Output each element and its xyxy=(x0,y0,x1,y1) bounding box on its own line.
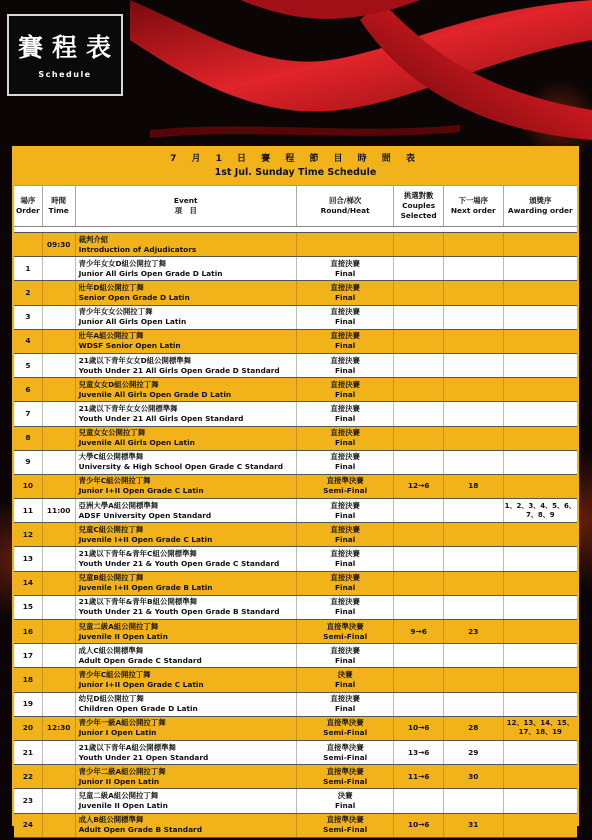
round-cell: 直接決賽 Final xyxy=(297,644,394,667)
event-cell: 兒童女女D組公開拉丁舞 Juvenile All Girls Open Grade D Latin xyxy=(76,378,297,401)
table-row xyxy=(14,451,577,475)
table-body xyxy=(14,233,577,838)
next-order-cell: 29 xyxy=(444,741,504,764)
event-cell: 青少年二級A組公開拉丁舞 Junior II Open Latin xyxy=(76,765,297,788)
round-cell: 直接決賽 Final xyxy=(297,451,394,474)
next-order-cell xyxy=(444,354,504,377)
round-cell: 直接決賽 Final xyxy=(297,402,394,425)
couples-cell: 10→6 xyxy=(394,717,444,740)
couples-cell xyxy=(394,378,444,401)
awarding-cell xyxy=(504,281,577,304)
round-cell: 決賽 Final xyxy=(297,668,394,691)
table-row xyxy=(14,330,577,354)
event-cell: 兒童C組公開拉丁舞 Juvenile I+II Open Grade C Latin xyxy=(76,523,297,546)
table-row xyxy=(14,402,577,426)
couples-cell xyxy=(394,523,444,546)
table-row xyxy=(14,354,577,378)
awarding-cell xyxy=(504,378,577,401)
awarding-cell xyxy=(504,789,577,812)
next-order-cell xyxy=(444,281,504,304)
couples-cell xyxy=(394,306,444,329)
awarding-cell xyxy=(504,475,577,498)
table-row xyxy=(14,378,577,402)
order-cell: 16 xyxy=(14,620,43,643)
event-cell: 青少年一級A組公開拉丁舞 Junior I Open Latin xyxy=(76,717,297,740)
order-cell: 8 xyxy=(14,427,43,450)
next-order-cell xyxy=(444,257,504,280)
next-order-cell xyxy=(444,378,504,401)
couples-cell xyxy=(394,499,444,522)
next-order-cell xyxy=(444,523,504,546)
time-cell: 11:00 xyxy=(43,499,76,522)
next-order-cell xyxy=(444,789,504,812)
next-order-cell xyxy=(444,233,504,256)
awarding-cell xyxy=(504,741,577,764)
round-cell: 直接決賽 Final xyxy=(297,523,394,546)
next-order-cell xyxy=(444,547,504,570)
awarding-cell xyxy=(504,547,577,570)
awarding-cell xyxy=(504,620,577,643)
table-row xyxy=(14,596,577,620)
time-cell xyxy=(43,354,76,377)
awarding-cell xyxy=(504,354,577,377)
awarding-cell xyxy=(504,330,577,353)
awarding-cell xyxy=(504,306,577,329)
time-cell xyxy=(43,306,76,329)
couples-cell xyxy=(394,427,444,450)
couples-cell xyxy=(394,233,444,256)
time-cell xyxy=(43,668,76,691)
couples-cell xyxy=(394,693,444,716)
event-cell: 21歲以下青年&青年C組公開標準舞 Youth Under 21 & Youth Open Grade C Standard xyxy=(76,547,297,570)
time-cell xyxy=(43,330,76,353)
round-cell: 直接決賽 Final xyxy=(297,354,394,377)
event-cell: 兒童B組公開拉丁舞 Juvenile I+II Open Grade B Latin xyxy=(76,572,297,595)
header-round: 回合/梯次 Round/Heat xyxy=(297,186,394,226)
round-cell: 直接決賽 Final xyxy=(297,693,394,716)
table-row xyxy=(14,523,577,547)
awarding-cell xyxy=(504,572,577,595)
table-row xyxy=(14,693,577,717)
event-cell: 裁判介紹 Introduction of Adjudicators xyxy=(76,233,297,256)
event-cell: 壯年D組公開拉丁舞 Senior Open Grade D Latin xyxy=(76,281,297,304)
round-cell: 直接準決賽 Semi-Final xyxy=(297,741,394,764)
order-cell: 19 xyxy=(14,693,43,716)
header-next-order: 下一場序 Next order xyxy=(444,186,504,226)
table-row xyxy=(14,547,577,571)
order-cell: 24 xyxy=(14,814,43,837)
event-cell: 幼兒D組公開拉丁舞 Children Open Grade D Latin xyxy=(76,693,297,716)
couples-cell: 12→6 xyxy=(394,475,444,498)
round-cell: 直接準決賽 Semi-Final xyxy=(297,814,394,837)
round-cell: 直接準決賽 Semi-Final xyxy=(297,620,394,643)
table-row xyxy=(14,499,577,523)
order-cell xyxy=(14,233,43,256)
time-cell xyxy=(43,475,76,498)
table-row xyxy=(14,572,577,596)
couples-cell xyxy=(394,668,444,691)
order-cell: 22 xyxy=(14,765,43,788)
schedule-table xyxy=(12,146,579,835)
schedule-badge xyxy=(7,14,123,96)
couples-cell: 11→6 xyxy=(394,765,444,788)
table-row xyxy=(14,765,577,789)
round-cell: 直接決賽 Final xyxy=(297,547,394,570)
order-cell: 7 xyxy=(14,402,43,425)
event-cell: 青少年C組公開拉丁舞 Junior I+II Open Grade C Latin xyxy=(76,475,297,498)
time-cell xyxy=(43,644,76,667)
round-cell: 直接決賽 Final xyxy=(297,596,394,619)
schedule-title-zh: 7 月 1 日 賽 程 節 目 時 間 表 xyxy=(170,154,421,164)
round-cell: 直接決賽 Final xyxy=(297,281,394,304)
event-cell: 21歲以下青年女女D組公開標準舞 Youth Under 21 All Girls Open Grade D Standard xyxy=(76,354,297,377)
time-cell xyxy=(43,523,76,546)
order-cell: 6 xyxy=(14,378,43,401)
awarding-cell xyxy=(504,427,577,450)
next-order-cell xyxy=(444,427,504,450)
next-order-cell: 23 xyxy=(444,620,504,643)
couples-cell xyxy=(394,281,444,304)
awarding-cell xyxy=(504,765,577,788)
order-cell: 20 xyxy=(14,717,43,740)
event-cell: 亞洲大學A組公開標準舞 ADSF University Open Standard xyxy=(76,499,297,522)
couples-cell xyxy=(394,354,444,377)
order-cell: 14 xyxy=(14,572,43,595)
time-cell xyxy=(43,547,76,570)
header-order: 場序 Order xyxy=(14,186,43,226)
badge-title-zh: 賽程表 xyxy=(17,33,120,62)
table-row xyxy=(14,814,577,838)
table-row xyxy=(14,789,577,813)
table-row xyxy=(14,427,577,451)
couples-cell: 13→6 xyxy=(394,741,444,764)
awarding-cell xyxy=(504,644,577,667)
order-cell: 18 xyxy=(14,668,43,691)
order-cell: 10 xyxy=(14,475,43,498)
round-cell: 直接決賽 Final xyxy=(297,306,394,329)
time-cell xyxy=(43,765,76,788)
event-cell: 21歲以下青年女女公開標準舞 Youth Under 21 All Girls Open Standard xyxy=(76,402,297,425)
table-row xyxy=(14,741,577,765)
couples-cell: 9→6 xyxy=(394,620,444,643)
time-cell xyxy=(43,402,76,425)
event-cell: 兒童二級A組公開拉丁舞 Juvenile II Open Latin xyxy=(76,620,297,643)
time-cell xyxy=(43,427,76,450)
awarding-cell xyxy=(504,402,577,425)
couples-cell xyxy=(394,644,444,667)
event-cell: 成人B組公開標準舞 Adult Open Grade B Standard xyxy=(76,814,297,837)
couples-cell xyxy=(394,547,444,570)
couples-cell xyxy=(394,257,444,280)
header-couples: 挑選對數 Couples Selected xyxy=(394,186,444,226)
table-row xyxy=(14,644,577,668)
time-cell xyxy=(43,596,76,619)
awarding-cell xyxy=(504,693,577,716)
awarding-cell xyxy=(504,668,577,691)
schedule-title-bar xyxy=(14,148,577,186)
badge-title-en: Schedule xyxy=(38,70,92,79)
round-cell: 決賽 Final xyxy=(297,789,394,812)
awarding-cell xyxy=(504,523,577,546)
round-cell: 直接決賽 Final xyxy=(297,378,394,401)
order-cell: 3 xyxy=(14,306,43,329)
order-cell: 1 xyxy=(14,257,43,280)
event-cell: 21歲以下青年A組公開標準舞 Youth Under 21 Open Standard xyxy=(76,741,297,764)
table-row xyxy=(14,281,577,305)
round-cell: 直接決賽 Final xyxy=(297,257,394,280)
order-cell: 11 xyxy=(14,499,43,522)
next-order-cell xyxy=(444,668,504,691)
header-event: Event 項 目 xyxy=(76,186,297,226)
event-cell: 大學C組公開標準舞 University & High School Open Grade C Standard xyxy=(76,451,297,474)
awarding-cell: 12、13、14、15、17、18、19 xyxy=(506,719,574,737)
order-cell: 2 xyxy=(14,281,43,304)
couples-cell xyxy=(394,330,444,353)
next-order-cell xyxy=(444,306,504,329)
next-order-cell: 31 xyxy=(444,814,504,837)
table-row xyxy=(14,717,577,741)
event-cell: 兒童女女公開拉丁舞 Juvenile All Girls Open Latin xyxy=(76,427,297,450)
round-cell: 直接決賽 Final xyxy=(297,499,394,522)
awarding-cell xyxy=(504,814,577,837)
time-cell xyxy=(43,814,76,837)
round-cell: 直接決賽 Final xyxy=(297,572,394,595)
next-order-cell xyxy=(444,644,504,667)
time-cell xyxy=(43,378,76,401)
round-cell: 直接決賽 Final xyxy=(297,330,394,353)
order-cell: 23 xyxy=(14,789,43,812)
table-row xyxy=(14,233,577,257)
round-cell: 直接準決賽 Semi-Final xyxy=(297,717,394,740)
time-cell xyxy=(43,257,76,280)
next-order-cell xyxy=(444,572,504,595)
next-order-cell: 30 xyxy=(444,765,504,788)
header-awarding: 頒獎序 Awarding order xyxy=(507,196,573,215)
round-cell xyxy=(297,233,394,256)
couples-cell xyxy=(394,572,444,595)
event-cell: 21歲以下青年&青年B組公開標準舞 Youth Under 21 & Youth Open Grade B Standard xyxy=(76,596,297,619)
order-cell: 9 xyxy=(14,451,43,474)
event-cell: 成人C組公開標準舞 Adult Open Grade C Standard xyxy=(76,644,297,667)
awarding-cell: 1、2、3、4、5、6、7、8、9 xyxy=(504,501,576,519)
couples-cell: 10→6 xyxy=(394,814,444,837)
order-cell: 5 xyxy=(14,354,43,377)
event-cell: 青少年女女公開拉丁舞 Junior All Girls Open Latin xyxy=(76,306,297,329)
table-header xyxy=(14,186,577,227)
time-cell xyxy=(43,620,76,643)
time-cell xyxy=(43,693,76,716)
event-cell: 青少年女女D組公開拉丁舞 Junior All Girls Open Grade D Latin xyxy=(76,257,297,280)
time-cell xyxy=(43,741,76,764)
table-row xyxy=(14,668,577,692)
awarding-cell xyxy=(504,596,577,619)
table-row xyxy=(14,620,577,644)
event-cell: 青少年C組公開拉丁舞 Junior I+II Open Grade C Latin xyxy=(76,668,297,691)
couples-cell xyxy=(394,451,444,474)
order-cell: 15 xyxy=(14,596,43,619)
next-order-cell xyxy=(444,402,504,425)
next-order-cell xyxy=(444,330,504,353)
next-order-cell xyxy=(444,596,504,619)
round-cell: 直接決賽 Final xyxy=(297,427,394,450)
table-row xyxy=(14,475,577,499)
time-cell xyxy=(43,789,76,812)
next-order-cell: 18 xyxy=(444,475,504,498)
awarding-cell xyxy=(504,451,577,474)
awarding-cell xyxy=(504,233,577,256)
round-cell: 直接準決賽 Semi-Final xyxy=(297,765,394,788)
time-cell: 12:30 xyxy=(43,717,76,740)
table-row xyxy=(14,257,577,281)
event-cell: 兒童二級A組公開拉丁舞 Juvenile II Open Latin xyxy=(76,789,297,812)
next-order-cell xyxy=(444,451,504,474)
order-cell: 12 xyxy=(14,523,43,546)
header-time: 時間 Time xyxy=(43,186,76,226)
couples-cell xyxy=(394,596,444,619)
awarding-cell xyxy=(504,257,577,280)
couples-cell xyxy=(394,402,444,425)
next-order-cell xyxy=(444,693,504,716)
time-cell: 09:30 xyxy=(43,233,76,256)
schedule-title-en: 1st Jul. Sunday Time Schedule xyxy=(214,167,377,178)
event-cell: 壯年A組公開拉丁舞 WDSF Senior Open Latin xyxy=(76,330,297,353)
time-cell xyxy=(43,451,76,474)
time-cell xyxy=(43,281,76,304)
time-cell xyxy=(43,572,76,595)
table-row xyxy=(14,306,577,330)
next-order-cell xyxy=(444,499,504,522)
order-cell: 13 xyxy=(14,547,43,570)
order-cell: 17 xyxy=(14,644,43,667)
order-cell: 4 xyxy=(14,330,43,353)
round-cell: 直接準決賽 Semi-Final xyxy=(297,475,394,498)
order-cell: 21 xyxy=(14,741,43,764)
next-order-cell: 28 xyxy=(444,717,504,740)
couples-cell xyxy=(394,789,444,812)
